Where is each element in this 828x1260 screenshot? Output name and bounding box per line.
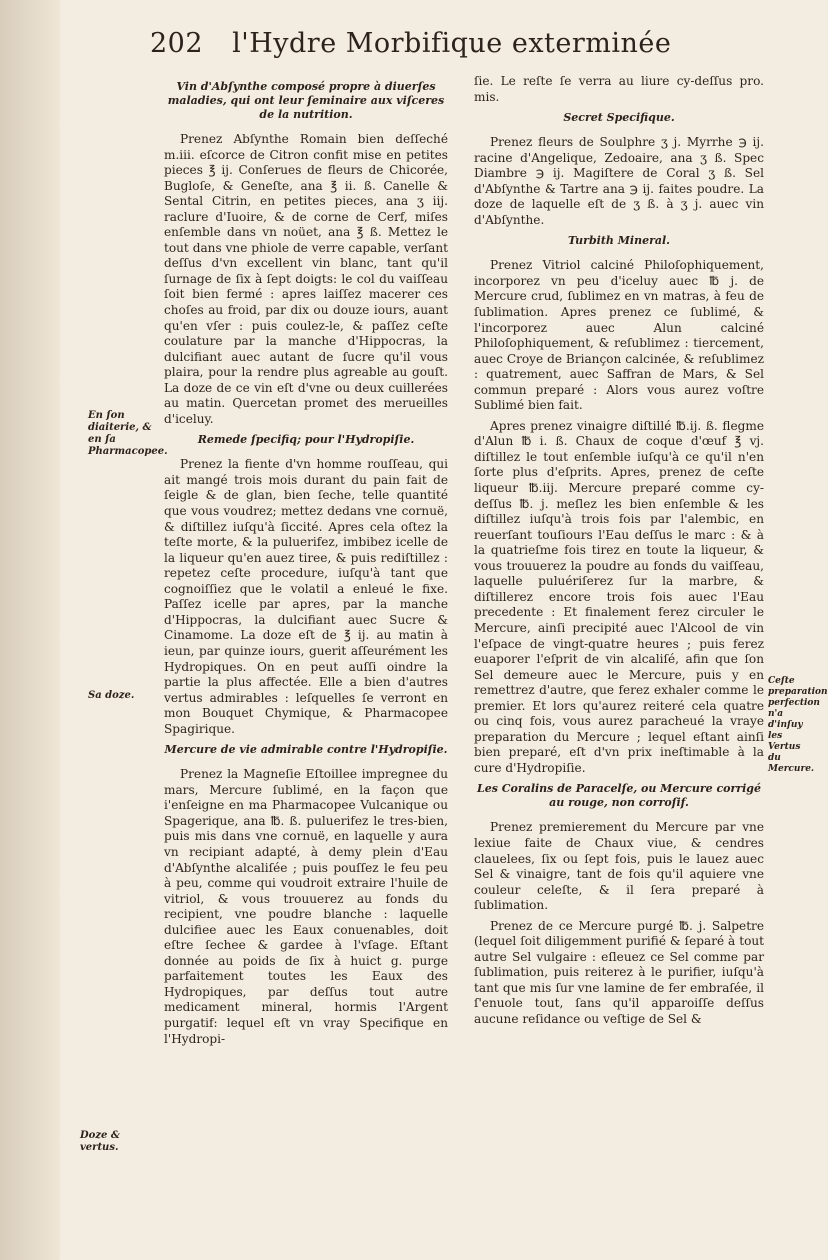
paragraph: Prenez la fiente d'vn homme rouſſeau, qui ait mangé trois mois durant du pain fait de ſeigle & de glan, bien ſeche, telle quantité que vous voudrez; mettez dedans vne cornuë, & diſtillez iuſqu'à ſiccité. Apres cela oſtez la teſte morte, & la puluerifez, imbibez icelle de la liqueur qu'en auez tiree, & puis rediſtillez : repetez ceſte procedure, iuſqu'à tant que cognoiſſiez que le volatil a enleué le fixe. Paſſez icelle par apres, par la manche d'Hippocras, la dulcifiant auec Sucre & Cinamome. La doze eſt de ℥ ij. au matin à ieun, par quinze iours, guerit aſſeurément les Hydropiques. On en peut auſſi oindre la partie la plus affectée. Elle a bien d'autres vertus admirables : leſquelles ſe verront en mon Bouquet Chymique, & Pharmacopee Spagirique. <box>164 457 448 736</box>
paragraph: Prenez fleurs de Soulphre ʒ j. Myrrhe ℈ ij. racine d'Angelique, Zedoaire, ana ʒ ß. Spec Diambre ℈ ij. Magiſtere de Coral ʒ ß. Sel d'Abſynthe & Tartre ana ℈ ij. faites poudre. La doze de laquelle eſt de ʒ ß. à ʒ j. auec vin d'Abſynthe. <box>474 135 764 227</box>
section-heading: Les Coralins de Paracelſe, ou Mercure corrigé au rouge, non corroſif. <box>477 782 761 810</box>
page-title: l'Hydre Morbifique exterminée <box>232 28 672 59</box>
right-column <box>474 74 764 1033</box>
left-column <box>164 74 448 1052</box>
page-number: 202 <box>150 28 204 59</box>
section-heading: Remede ſpecifiq; pour l'Hydropiſie. <box>197 433 415 447</box>
paragraph: Prenez la Magneſie Eſtoillee impregnee du mars, Mercure ſublimé, en la façon que i'enſeigne en ma Pharmacopee Vulcanique ou Spagerique, ana ℔. ß. puluerifez le tres-bien, puis mis dans vne cornuë, en laquelle y aura vn recipiant adapté, à demy plein d'Eau d'Abſynthe alcaliſée ; puis pouſſez le feu peu à peu, comme qui voudroit extraire l'huile de vitriol, & vous trouuerez au fonds du recipient, vne poudre blanche : laquelle dulcifiee auec les Eaux conuenables, doit eſtre ſechee & gardee à l'vſage. Eſtant donnée au poids de ſix à huict g. purge parfaitement toutes les Eaux des Hydropiques, par deſſus tout autre medicament mineral, hormis l'Argent purgatif: lequel eſt vn vray Specifique en l'Hydropi- <box>164 767 448 1046</box>
page-gutter <box>0 0 60 1260</box>
margin-note: Doze & vertus. <box>80 1130 120 1153</box>
running-header <box>150 28 710 68</box>
section-heading: Turbith Mineral. <box>567 234 671 248</box>
margin-note: En ſon diaiterie, & en ſa Pharmacopee. <box>88 410 168 457</box>
section-heading: Mercure de vie admirable contre l'Hydropiſie. <box>164 743 448 757</box>
paragraph: Prenez premierement du Mercure par vne lexiue faite de Chaux viue, & cendres clauelees, ſix ou ſept fois, puis le lauez auec Sel & vinaigre, tant de fois qu'il aquiere vne couleur celeſte, & il ſera preparé à ſublimation. <box>474 820 764 913</box>
paragraph: Apres prenez vinaigre diſtillé ℔.ij. ß. flegme d'Alun ℔ i. ß. Chaux de coque d'œuf ℥ vj. diſtillez le tout enſemble iuſqu'à ce qu'il n'en ſorte plus d'eſprits. Apres, prenez de ceſte liqueur ℔.iij. Mercure preparé comme cy-deſſus ℔. j. meſlez les bien enſemble & les diſtillez iuſqu'à trois fois par l'alembic, en reuerſant touſiours l'Eau deſſus le marc : & à la quatrieſme fois tirez en toute la liqueur, & vous trouuerez la poudre au fonds du vaiſſeau, laquelle puluériſerez ſur la marbre, & diſtillerez encore trois fois auec l'Eau precedente : Et finalement ferez circuler le Mercure, ainſi precipité auec l'Alcool de vin l'eſpace de vingt-quatre heures ; puis ferez euaporer l'eſprit de vin alcaliſé, afin que ſon Sel demeure auec le Mercure, puis y en remettrez d'autre, que ferez exhaler comme le premier. Et lors qu'aurez reiteré cela quatre ou cinq fois, vous aurez paracheué la vraye preparation du Mercure ; lequel eſtant ainſi bien preparé, eſt d'vn prix ineſtimable à la cure d'Hydropiſie. <box>474 418 764 775</box>
section-heading: Vin d'Abſynthe composé propre à diuerſes maladies, qui ont leur ſeminaire aux viſceres de la nutrition. <box>167 80 445 121</box>
paragraph: Prenez de ce Mercure purgé ℔. j. Salpetre (lequel ſoit diligemment purifié & ſeparé à tout autre Sel vulgaire : eſleuez ce Sel comme par ſublimation, puis reiterez à le purifier, iuſqu'à tant que mis ſur vne lamine de fer embraſée, il ſ'enuole tout, ſans qu'il apparoiſſe deſſus aucune reſidance ou veſtige de Sel & <box>474 918 764 1026</box>
section-heading: Secret Specifique. <box>563 111 675 125</box>
margin-note: Sa doze. <box>88 690 135 701</box>
margin-note: Ceſte preparation perfection n'a d'inſuy les Vertus du Mercure. <box>768 676 828 774</box>
paragraph: Prenez Abſynthe Romain bien deſſeché m.iii. eſcorce de Citron confit mise en petites pieces ℥ ij. Conſerues de fleurs de Chicorée, Bugloſe, & Geneſte, ana ℥ ii. ß. Canelle & Sental Citrin, en petites pieces, ana ʒ iij. raclure d'Iuoire, & de corne de Cerf, miſes enſemble dans vn noüet, ana ℥ ß. Mettez le tout dans vne phiole de verre capable, verſant deſſus d'vn excellent vin blanc, tant qu'il ſurnage de ſix à ſept doigts: le col du vaiſſeau ſoit bien fermé : apres laiſſez macerer ces choſes au froid, par dix ou douze iours, auant qu'en vſer : puis coulez-le, & paſſez ceſte coulature par la manche d'Hippocras, la dulcifiant auec autant de ſucre qu'il vous plaira, pour la rendre plus agreable au gouſt. La doze de ce vin eſt d'vne ou deux cuillerées au matin. Quercetan promet des merueilles d'iceluy. <box>164 132 448 426</box>
paragraph: ſie. Le reſte ſe verra au liure cy-deſſus pro. mis. <box>474 74 764 104</box>
paragraph: Prenez Vitriol calciné Philoſophiquement, incorporez vn peu d'iceluy auec ℔ j. de Mercure crud, ſublimez en vn matras, à feu de ſublimation. Apres prenez ce ſublimé, & l'incorporez auec Alun calciné Philoſophiquement, & reſublimez : tiercement, auec Croye de Briançon calcinée, & reſublimez : quatrement, auec Saffran de Mars, & Sel commun preparé : Alors vous aurez voſtre Sublimé bien fait. <box>474 258 764 413</box>
